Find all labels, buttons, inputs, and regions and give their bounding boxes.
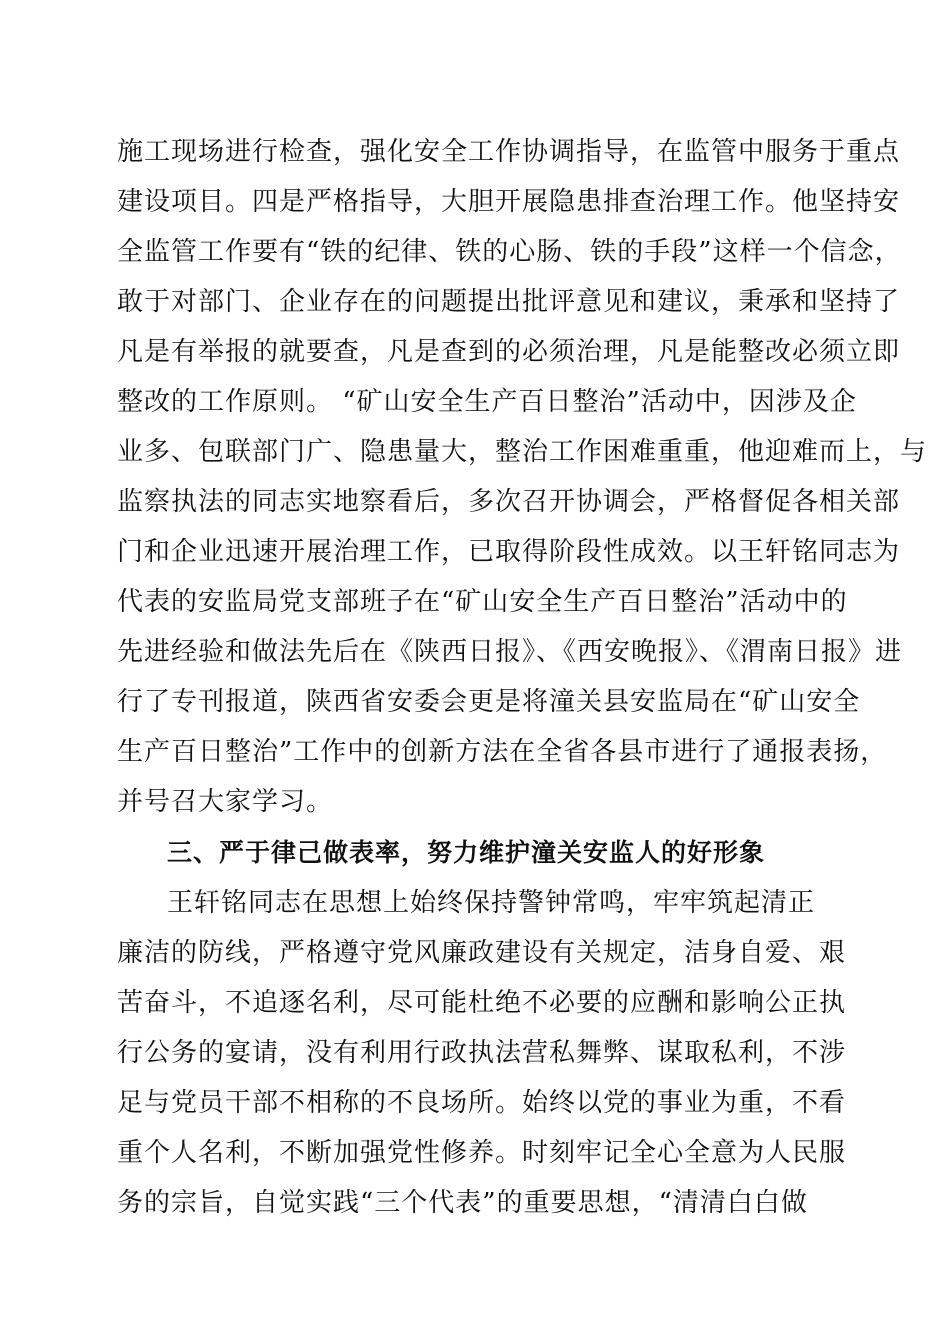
text-line: 并号召大家学习。 [117,787,334,817]
text-line: 行了专刊报道，陕西省安委会更是将潼关县安监局在“矿山安全 [117,687,861,717]
text-line: 廉洁的防线，严格遵守党风廉政建设有关规定，洁身自爱、艰 [117,938,847,968]
text-line: 敢于对部门、企业存在的问题提出批评意见和建议，秉承和坚持了 [117,287,901,317]
text-line: 重个人名利，不断加强党性修养。时刻牢记全心全意为人民服 [117,1138,847,1168]
text-line: 整改的工作原则。 “矿山安全生产百日整治”活动中，因涉及企 [117,387,857,417]
text-line: 苦奋斗，不追逐名利，尽可能杜绝不必要的应酬和影响公正执 [117,988,847,1018]
text-line: 足与党员干部不相称的不良场所。始终以党的事业为重，不看 [117,1088,847,1118]
text-line: 务的宗旨，自觉实践“三个代表”的重要思想，“清清白白做 [117,1188,808,1218]
text-line: 全监管工作要有“铁的纪律、铁的心肠、铁的手段”这样一个信念， [117,237,902,267]
text-line: 施工现场进行检查，强化安全工作协调指导，在监管中服务于重点 [117,137,901,167]
text-line: 王轩铭同志在思想上始终保持警钟常鸣，牢牢筑起清正 [167,888,816,918]
text-line: 建设项目。四是严格指导，大胆开展隐患排查治理工作。他坚持安 [117,187,901,217]
section-heading-3: 三、严于律己做表率，努力维护潼关安监人的好形象 [167,838,766,867]
text-line: 代表的安监局党支部班子在“矿山安全生产百日整治”活动中的 [117,587,848,617]
text-line: 行公务的宴请，没有利用行政执法营私舞弊、谋取私利，不涉 [117,1038,847,1068]
text-line: 生产百日整治”工作中的创新方法在全省各县市进行了通报表扬， [117,737,888,767]
text-line: 业多、包联部门广、隐患量大，整治工作困难重重，他迎难而上，与 [117,437,928,467]
text-line: 监察执法的同志实地察看后，多次召开协调会，严格督促各相关部 [117,487,901,517]
text-line: 先进经验和做法先后在《陕西日报》、《西安晚报》、《渭南日报》进 [117,637,903,667]
text-line: 凡是有举报的就要查，凡是查到的必须治理，凡是能整改必须立即 [117,337,901,367]
text-line: 门和企业迅速开展治理工作，已取得阶段性成效。以王轩铭同志为 [117,537,901,567]
